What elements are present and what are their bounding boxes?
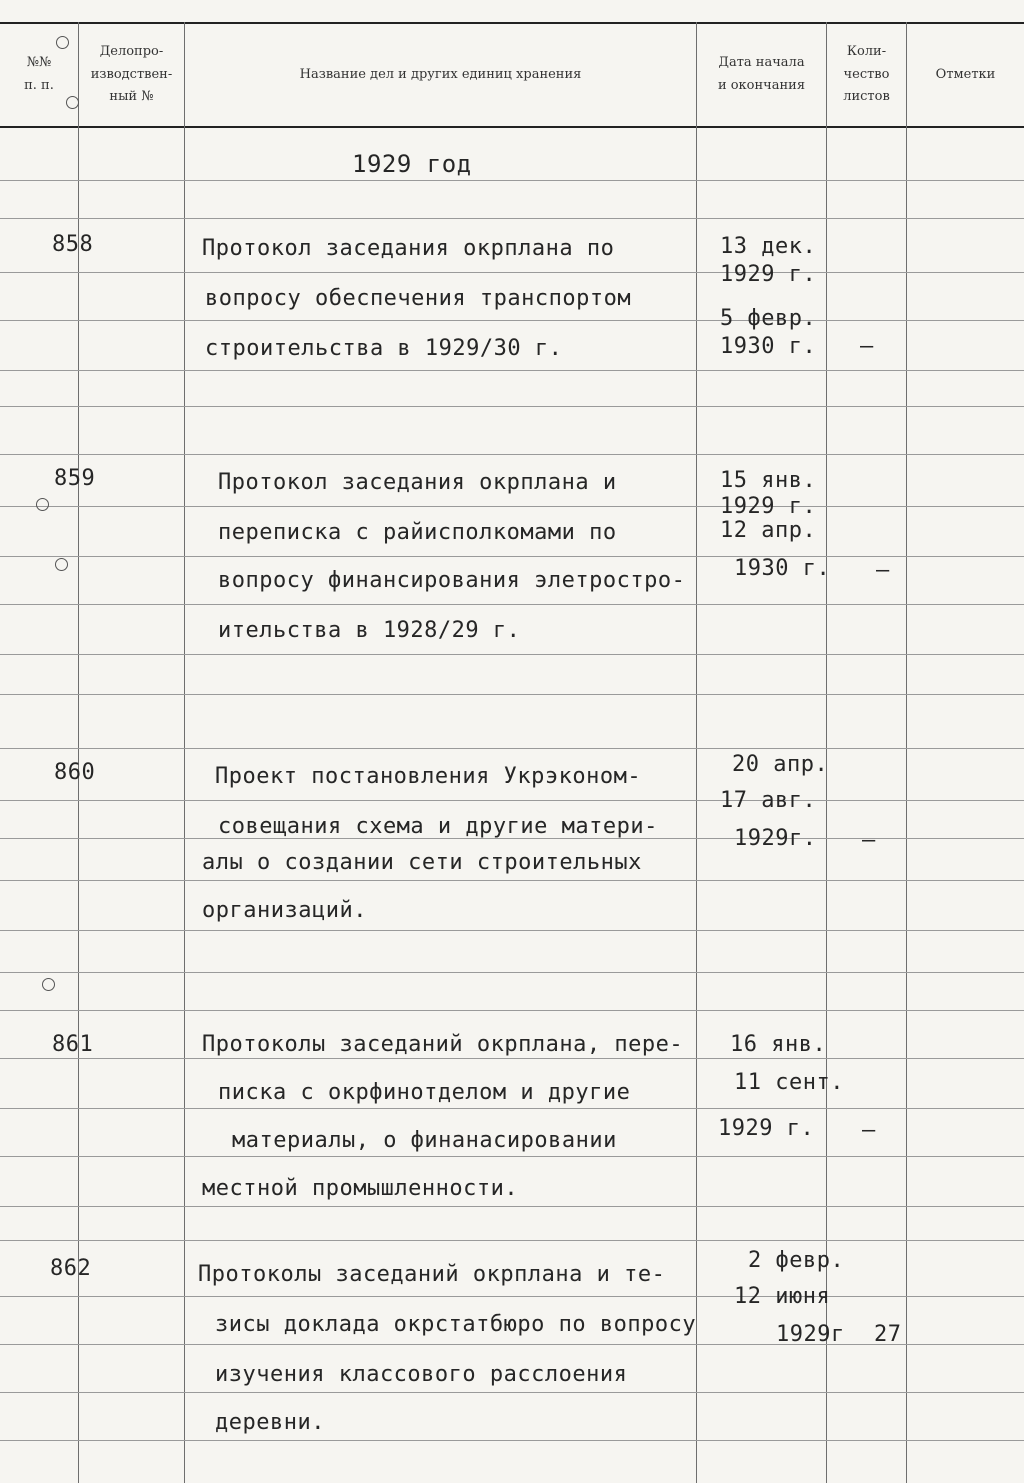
record-title-line: Протоколы заседаний окрплана, пере- <box>202 1032 684 1057</box>
row-rule <box>0 272 1024 273</box>
punch-hole-mark <box>56 36 69 49</box>
punch-hole-mark <box>66 96 79 109</box>
record-title-line: Протоколы заседаний окрплана и те- <box>198 1262 666 1287</box>
record-title-line: совещания схема и другие матери- <box>218 814 658 839</box>
row-rule <box>0 604 1024 605</box>
record-title-line: зисы доклада окрстатбюро по вопросу <box>215 1312 697 1337</box>
header-col-case-number: Делопро- изводствен- ный № <box>90 43 173 105</box>
row-rule <box>0 180 1024 181</box>
row-rule <box>0 880 1024 881</box>
row-rule <box>0 1206 1024 1207</box>
record-title-line: организаций. <box>202 898 367 923</box>
record-date-line: 16 янв. <box>730 1032 827 1057</box>
record-title-line: местной промышленности. <box>202 1176 519 1201</box>
column-rule-3 <box>696 22 697 1483</box>
punch-hole-mark <box>36 498 49 511</box>
row-rule <box>0 506 1024 507</box>
record-date-line: 1929 г. <box>720 494 817 519</box>
record-title-line: Протокол заседания окрплана по <box>202 236 615 261</box>
row-rule <box>0 1058 1024 1059</box>
record-number: 858 <box>52 232 94 257</box>
row-rule <box>0 1440 1024 1441</box>
record-title-line: писка с окрфинотделом и другие <box>218 1080 631 1105</box>
row-rule <box>0 1010 1024 1011</box>
record-date-line: 1929 г. <box>718 1116 815 1141</box>
record-number: 862 <box>50 1256 92 1281</box>
punch-hole-mark <box>55 558 68 571</box>
record-date-line: 11 сент. <box>734 1070 844 1095</box>
year-heading: 1929 год <box>352 150 472 178</box>
record-sheets: – <box>862 828 876 853</box>
record-title-line: переписка с райисполкомами по <box>218 520 617 545</box>
record-date-line: 1929 г. <box>720 262 817 287</box>
record-date-line: 12 июня <box>734 1284 831 1309</box>
record-date-line: 15 янв. <box>720 468 817 493</box>
record-sheets: – <box>860 334 874 359</box>
row-rule <box>0 1108 1024 1109</box>
row-rule <box>0 218 1024 219</box>
record-date-line: 1929г. <box>734 826 817 851</box>
record-date-line: 1930 г. <box>734 556 831 581</box>
header-col-sheets: Коли- чество листов <box>843 43 890 105</box>
record-date-line: 12 апр. <box>720 518 817 543</box>
row-rule <box>0 1156 1024 1157</box>
row-rule <box>0 1240 1024 1241</box>
record-sheets: – <box>876 558 890 583</box>
record-title-line: изучения классового расслоения <box>215 1362 628 1387</box>
record-title-line: Протокол заседания окрплана и <box>218 470 617 495</box>
record-title-line: вопросу финансирования элетростро- <box>218 568 686 593</box>
column-rule-2 <box>184 22 185 1483</box>
header-bottom-rule <box>0 126 1024 128</box>
punch-hole-mark <box>42 978 55 991</box>
row-rule <box>0 406 1024 407</box>
record-date-line: 1929г <box>776 1322 845 1347</box>
row-rule <box>0 972 1024 973</box>
row-rule <box>0 1392 1024 1393</box>
row-rule <box>0 1296 1024 1297</box>
header-col-notes: Отметки <box>935 66 996 82</box>
record-title-line: строительства в 1929/30 г. <box>205 336 563 361</box>
row-rule <box>0 800 1024 801</box>
record-date-line: 5 февр. <box>720 306 817 331</box>
record-date-line: 13 дек. <box>720 234 817 259</box>
record-number: 861 <box>52 1032 94 1057</box>
record-title-line: деревни. <box>215 1410 325 1435</box>
header-col-dates: Дата начала и окончания <box>717 55 806 93</box>
row-rule <box>0 556 1024 557</box>
record-number: 859 <box>54 466 96 491</box>
record-sheets: – <box>862 1118 876 1143</box>
record-title-line: вопросу обеспечения транспортом <box>205 286 632 311</box>
row-rule <box>0 654 1024 655</box>
row-rule <box>0 454 1024 455</box>
row-rule <box>0 748 1024 749</box>
record-sheets: 27 <box>874 1322 902 1347</box>
column-rule-5 <box>906 22 907 1483</box>
record-title-line: алы о создании сети строительных <box>202 850 642 875</box>
record-title-line: ительства в 1928/29 г. <box>218 618 521 643</box>
record-title-line: материалы, о финанасировании <box>232 1128 617 1153</box>
header-col-title: Название дел и других единиц хранения <box>299 66 582 82</box>
row-rule <box>0 320 1024 321</box>
row-rule <box>0 930 1024 931</box>
record-date-line: 2 февр. <box>748 1248 845 1273</box>
row-rule <box>0 694 1024 695</box>
record-date-line: 17 авг. <box>720 788 817 813</box>
row-rule <box>0 1344 1024 1345</box>
row-rule <box>0 370 1024 371</box>
record-date-line: 1930 г. <box>720 334 817 359</box>
record-date-line: 20 апр. <box>732 752 829 777</box>
header-col-number: №№ п. п. <box>24 55 54 93</box>
record-title-line: Проект постановления Укрэконом- <box>215 764 642 789</box>
record-number: 860 <box>54 760 96 785</box>
